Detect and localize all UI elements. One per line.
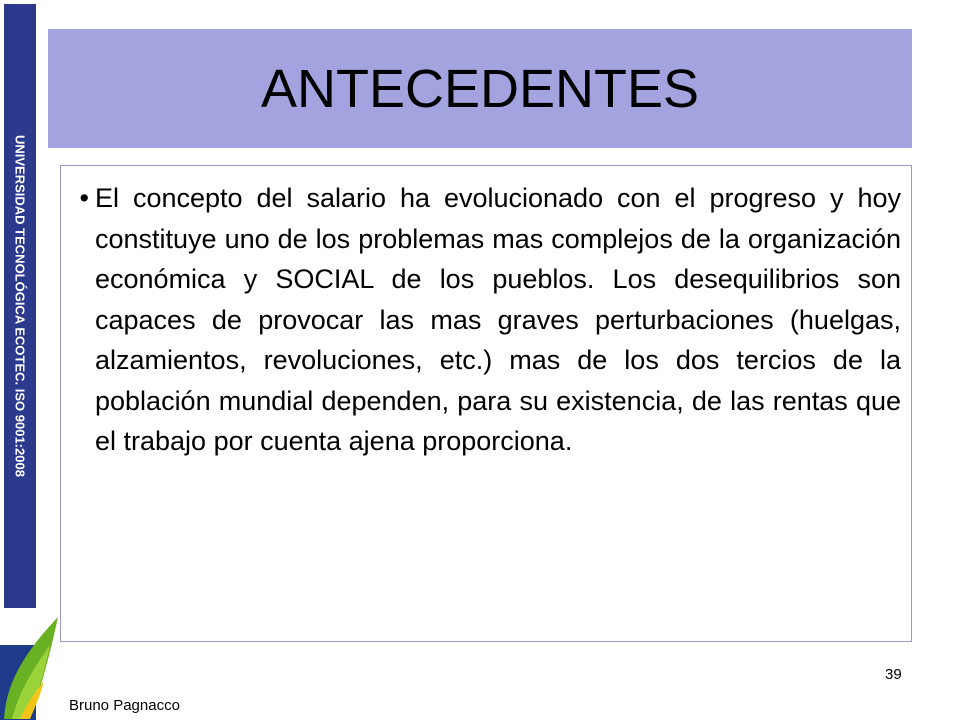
author-name: Bruno Pagnacco	[69, 697, 180, 714]
content-box	[60, 165, 912, 642]
title-band	[48, 29, 912, 148]
bullet-item	[61, 178, 913, 462]
leaf-logo-icon	[0, 615, 64, 720]
slide-title: ANTECEDENTES	[260, 58, 700, 119]
university-sidebar	[4, 4, 36, 608]
bullet-text: El concepto del salario ha evolucionado con el progreso y hoy constituye uno de los problemas mas complejos de la organización económica y SOCIAL de los pueblos. Los desequilibrios son capaces de provocar las mas graves perturbaciones (huelgas, alzamientos, revoluciones, etc.) mas de los dos tercios de la población mundial dependen, para su existencia, de las rentas que el trabajo por cuenta ajena proporciona.	[95, 183, 901, 456]
university-name: UNIVERSIDAD TECNOLÓGICA ECOTEC. ISO 9001:2008	[12, 135, 28, 477]
bullet-icon: •	[79, 183, 89, 213]
page-number: 39	[885, 666, 902, 683]
